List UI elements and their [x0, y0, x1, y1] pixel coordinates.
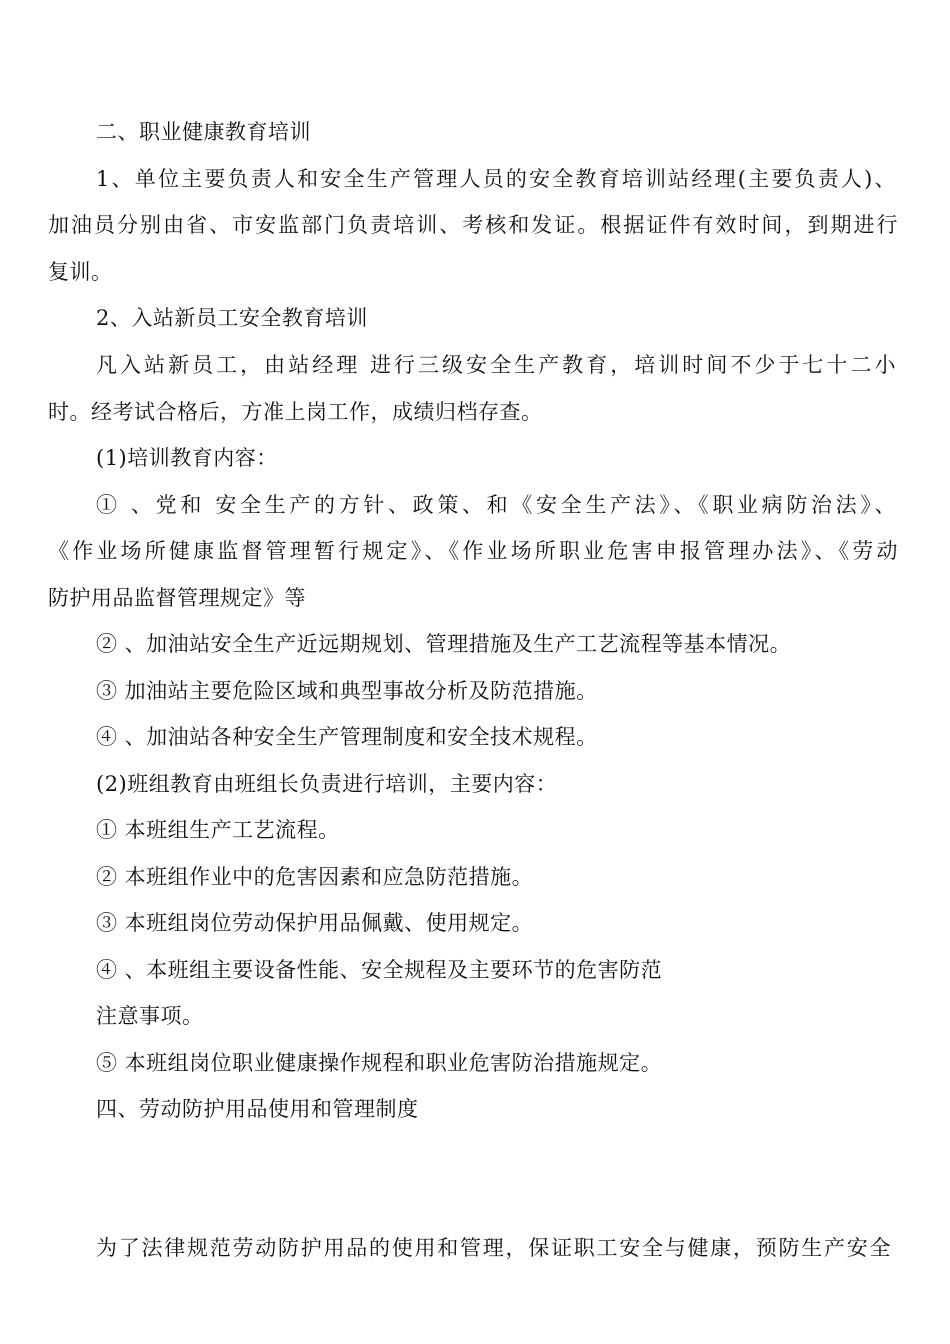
paragraph-line: 为了法律规范劳动防护用品的使用和管理，保证职工安全与健康，预防生产安全: [96, 1236, 891, 1260]
list-item: ② 、加油站安全生产近远期规划、管理措施及生产工艺流程等基本情况。: [96, 632, 792, 656]
list-item: ③ 加油站主要危险区域和典型事故分析及防范措施。: [96, 679, 598, 703]
list-item: ④ 、本班组主要设备性能、安全规程及主要环节的危害防范: [96, 958, 663, 982]
subheading-new-employee-training: 2、入站新员工安全教育培训: [96, 306, 368, 330]
list-item: ④ 、加油站各种安全生产管理制度和安全技术规程。: [96, 725, 598, 749]
section-heading-occupational-health-training: 二、职业健康教育培训: [96, 120, 311, 144]
list-item: ② 本班组作业中的危害因素和应急防范措施。: [96, 865, 534, 889]
paragraph-line: 复训。: [48, 260, 113, 284]
paragraph-line: 凡入站新员工，由站经理 进行三级安全生产教育，培训时间不少于七十二小: [96, 353, 896, 377]
list-item-continuation: 注意事项。: [96, 1004, 204, 1028]
list-item: ① 、党和 安全生产的方针、政策、和《安全生产法》、《职业病防治法》、: [96, 493, 896, 517]
list-item: ⑤ 本班组岗位职业健康操作规程和职业危害防治措施规定。: [96, 1051, 663, 1075]
list-item-continuation: 防护用品监督管理规定》等: [48, 586, 306, 610]
list-heading-team-education: (2)班组教育由班组长负责进行培训，主要内容：: [96, 772, 558, 796]
paragraph-line: 1、单位主要负责人和安全生产管理人员的安全教育培训站经理(主要负责人)、: [96, 167, 896, 191]
paragraph-line: 加油员分别由省、市安监部门负责培训、考核和发证。根据证件有效时间，到期进行: [48, 213, 898, 237]
list-heading-training-content: (1)培训教育内容：: [96, 446, 278, 470]
paragraph-line: 时。经考试合格后，方准上岗工作，成绩归档存查。: [48, 400, 543, 424]
list-item: ① 本班组生产工艺流程。: [96, 818, 340, 842]
list-item-continuation: 《作业场所健康监督管理暂行规定》、《作业场所职业危害申报管理办法》、《劳动: [48, 539, 898, 563]
list-item: ③ 本班组岗位劳动保护用品佩戴、使用规定。: [96, 911, 534, 935]
section-heading-protective-equipment: 四、劳动防护用品使用和管理制度: [96, 1097, 419, 1121]
